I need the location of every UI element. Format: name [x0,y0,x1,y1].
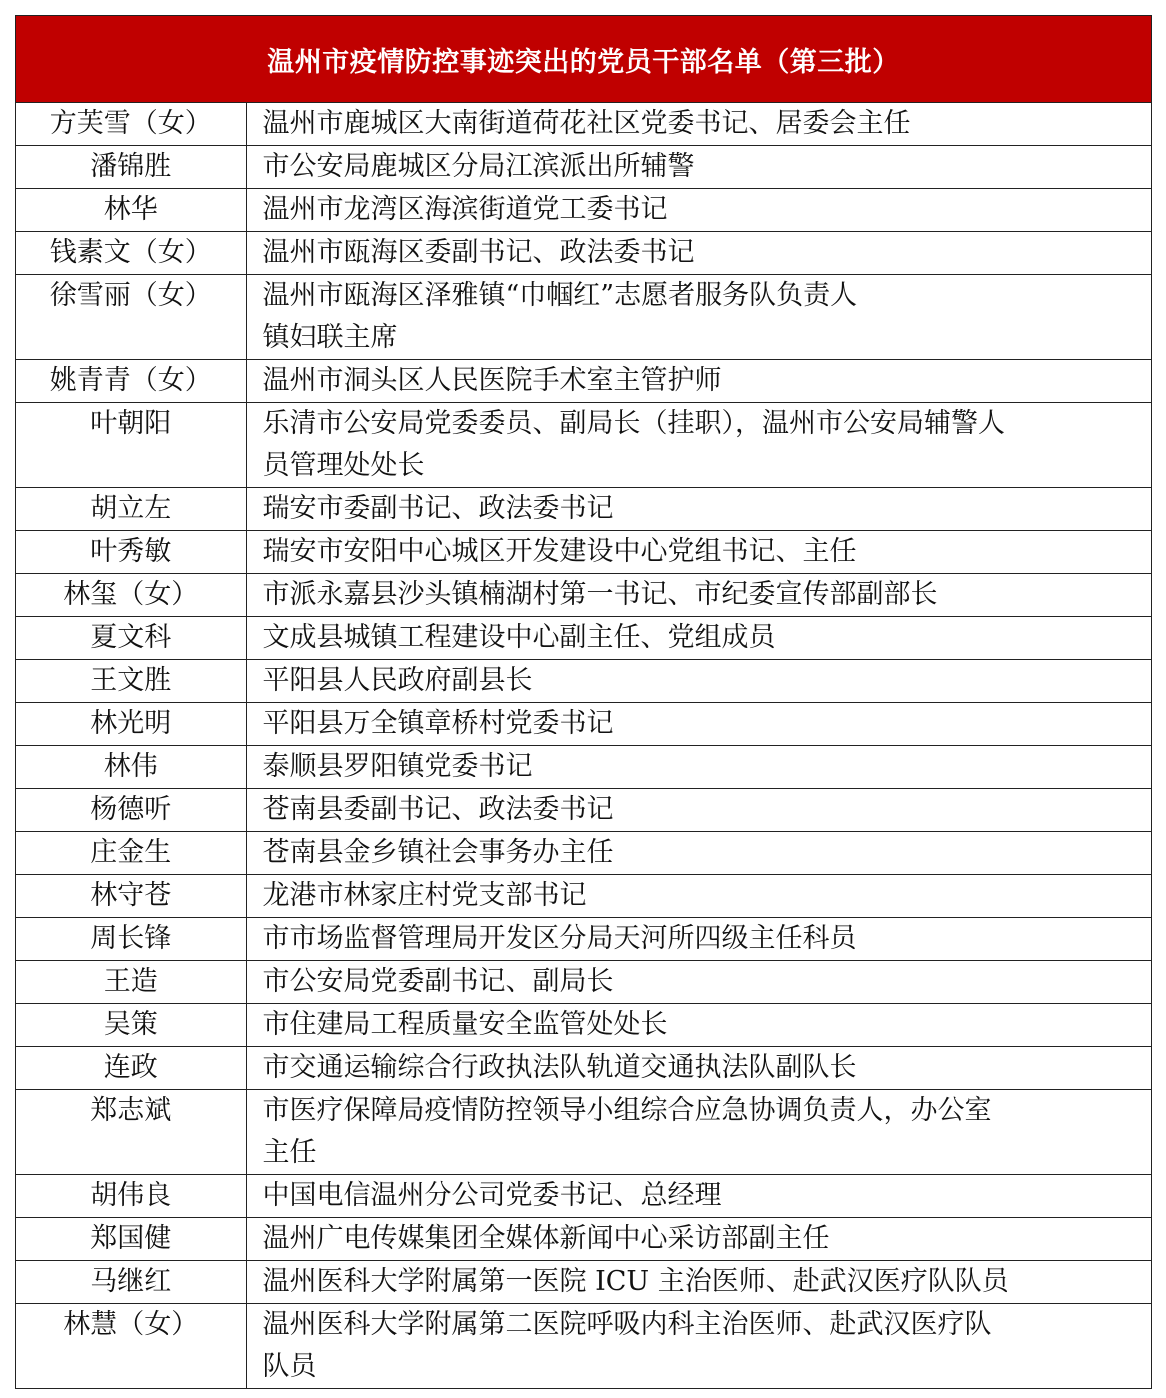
table-row [16,875,1151,918]
cadre-name: 徐雪丽（女） [16,275,246,360]
cadre-name: 夏文科 [16,617,246,660]
cadre-name: 叶秀敏 [16,531,246,574]
position-line: 文成县城镇工程建设中心副主任、党组成员 [262,622,776,653]
cadre-position [246,660,1151,703]
cadre-position [246,1004,1151,1047]
cadre-name: 方芙雪（女） [16,103,246,146]
roster-document [15,15,1152,1389]
table-row [16,360,1151,403]
cadre-name: 林光明 [16,703,246,746]
cadre-name: 胡立左 [16,488,246,531]
position-line: 市交通运输综合行政执法队轨道交通执法队副队长 [262,1052,857,1083]
table-row [16,1261,1151,1304]
table-row [16,1218,1151,1261]
table-row [16,1047,1151,1090]
cadre-name: 胡伟良 [16,1175,246,1218]
cadre-position [246,1261,1151,1304]
position-line: 温州市洞头区人民医院手术室主管护师 [262,365,722,396]
position-line: 市公安局党委副书记、副局长 [262,966,614,997]
position-line: 温州市鹿城区大南街道荷花社区党委书记、居委会主任 [262,108,911,139]
cadre-position [246,961,1151,1004]
position-line: 队员 [262,1351,317,1382]
table-row [16,789,1151,832]
cadre-position [246,103,1151,146]
table-row [16,146,1151,189]
table-row [16,1175,1151,1218]
cadre-position [246,918,1151,961]
position-line: 平阳县万全镇章桥村党委书记 [262,708,614,739]
table-row [16,918,1151,961]
cadre-position [246,232,1151,275]
position-line: 温州市龙湾区海滨街道党工委书记 [262,194,668,225]
cadre-position [246,832,1151,875]
cadre-name: 吴策 [16,1004,246,1047]
position-line: 温州市瓯海区委副书记、政法委书记 [262,237,695,268]
cadre-name: 钱素文（女） [16,232,246,275]
table-row [16,617,1151,660]
cadre-position [246,531,1151,574]
cadre-position [246,146,1151,189]
position-line: 苍南县金乡镇社会事务办主任 [262,837,614,868]
cadre-position [246,1090,1151,1175]
position-line: 温州市瓯海区泽雅镇“巾帼红”志愿者服务队负责人 [262,280,858,311]
table-row [16,275,1151,360]
cadre-name: 周长锋 [16,918,246,961]
cadre-name: 杨德听 [16,789,246,832]
position-line: 温州医科大学附属第一医院 ICU 主治医师、赴武汉医疗队队员 [262,1266,1009,1297]
cadre-position [246,403,1151,488]
position-line: 主任 [262,1137,317,1168]
cadre-position [246,875,1151,918]
roster-table-body [16,103,1151,1388]
position-line: 员管理处处长 [262,450,425,481]
cadre-name: 叶朝阳 [16,403,246,488]
table-row [16,1304,1151,1389]
table-row [16,488,1151,531]
cadre-name: 马继红 [16,1261,246,1304]
table-row [16,403,1151,488]
document-title: 温州市疫情防控事迹突出的党员干部名单（第三批） [16,16,1151,103]
position-line: 温州医科大学附属第二医院呼吸内科主治医师、赴武汉医疗队 [262,1309,992,1340]
position-line: 瑞安市委副书记、政法委书记 [262,493,614,524]
table-row [16,703,1151,746]
position-line: 苍南县委副书记、政法委书记 [262,794,614,825]
position-line: 龙港市林家庄村党支部书记 [262,880,587,911]
position-line: 平阳县人民政府副县长 [262,665,533,696]
cadre-position [246,189,1151,232]
cadre-position [246,746,1151,789]
table-row [16,103,1151,146]
position-line: 市市场监督管理局开发区分局天河所四级主任科员 [262,923,857,954]
cadre-name: 姚青青（女） [16,360,246,403]
cadre-position [246,1304,1151,1389]
position-line: 市医疗保障局疫情防控领导小组综合应急协调负责人，办公室 [262,1095,992,1126]
position-line: 温州广电传媒集团全媒体新闻中心采访部副主任 [262,1223,830,1254]
cadre-name: 林慧（女） [16,1304,246,1389]
cadre-name: 郑国健 [16,1218,246,1261]
cadre-position [246,360,1151,403]
cadre-name: 王造 [16,961,246,1004]
cadre-name: 潘锦胜 [16,146,246,189]
table-row [16,1090,1151,1175]
cadre-name: 林华 [16,189,246,232]
cadre-name: 林伟 [16,746,246,789]
table-row [16,746,1151,789]
cadre-name: 林玺（女） [16,574,246,617]
position-line: 泰顺县罗阳镇党委书记 [262,751,533,782]
table-row [16,531,1151,574]
cadre-position [246,1047,1151,1090]
cadre-name: 连政 [16,1047,246,1090]
table-row [16,1004,1151,1047]
table-row [16,189,1151,232]
position-line: 镇妇联主席 [262,322,398,353]
cadre-position [246,574,1151,617]
table-row [16,660,1151,703]
cadre-position [246,488,1151,531]
cadre-name: 庄金生 [16,832,246,875]
table-row [16,232,1151,275]
cadre-name: 林守苍 [16,875,246,918]
table-row [16,832,1151,875]
cadre-position [246,1218,1151,1261]
cadre-position [246,275,1151,360]
position-line: 市住建局工程质量安全监管处处长 [262,1009,668,1040]
position-line: 乐清市公安局党委委员、副局长（挂职），温州市公安局辅警人 [262,408,1005,439]
table-row [16,574,1151,617]
position-line: 市派永嘉县沙头镇楠湖村第一书记、市纪委宣传部副部长 [262,579,938,610]
cadre-position [246,617,1151,660]
table-row [16,961,1151,1004]
position-line: 市公安局鹿城区分局江滨派出所辅警 [262,151,695,182]
cadre-position [246,789,1151,832]
position-line: 瑞安市安阳中心城区开发建设中心党组书记、主任 [262,536,857,567]
cadre-name: 王文胜 [16,660,246,703]
cadre-position [246,1175,1151,1218]
position-line: 中国电信温州分公司党委书记、总经理 [262,1180,722,1211]
roster-table [16,103,1151,1388]
cadre-position [246,703,1151,746]
cadre-name: 郑志斌 [16,1090,246,1175]
